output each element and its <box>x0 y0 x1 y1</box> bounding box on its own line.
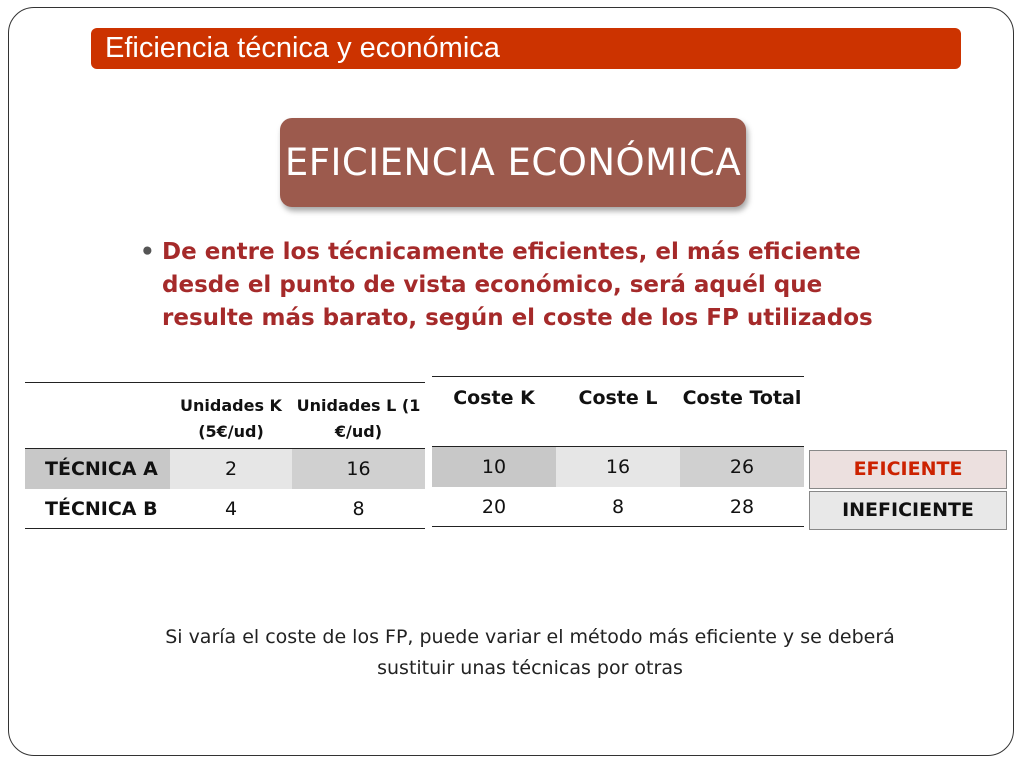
bullet-icon: • <box>140 239 155 265</box>
header-cell: Unidades L (1 €/ud) <box>296 396 421 441</box>
header-cell: Coste L <box>578 387 658 409</box>
table-cell: 16 <box>556 447 680 487</box>
table-cell: 28 <box>729 496 755 518</box>
row-label: TÉCNICA A <box>25 449 170 489</box>
table-row <box>25 489 425 529</box>
footnote: Si varía el coste de los FP, puede variar el método más eficiente y se deberá sustituir unas técnicas por otras <box>165 626 895 679</box>
efficient-badge: EFICIENTE <box>809 450 1007 489</box>
units-table-header <box>25 382 425 449</box>
table-row <box>432 447 804 487</box>
units-table <box>25 382 425 529</box>
table-row <box>432 487 804 527</box>
table-cell: 10 <box>432 447 556 487</box>
costs-table <box>432 376 804 527</box>
table-row <box>25 449 425 489</box>
row-label: TÉCNICA B <box>45 498 158 520</box>
table-cell: 8 <box>352 498 365 520</box>
table-cell: 26 <box>680 447 804 487</box>
header-cell: Coste K <box>453 387 535 409</box>
bullet-text: De entre los técnicamente eficientes, el más eficiente desde el punto de vista económico, será aquél que resulte más barato, según el coste de los FP utilizados <box>162 239 873 331</box>
slide-title: Eficiencia técnica y económica <box>91 28 961 69</box>
table-cell: 16 <box>292 449 425 489</box>
table-cell: 20 <box>481 496 507 518</box>
table-cell: 2 <box>170 449 292 489</box>
table-cell: 8 <box>611 496 625 518</box>
bullet-point <box>140 236 900 335</box>
inefficient-badge: INEFICIENTE <box>809 491 1007 530</box>
header-cell: Unidades K (5€/ud) <box>180 396 282 441</box>
costs-table-header <box>432 376 804 447</box>
section-heading: EFICIENCIA ECONÓMICA <box>280 118 746 207</box>
table-cell: 4 <box>224 498 238 520</box>
header-cell <box>25 383 170 448</box>
header-cell: Coste Total <box>682 387 802 409</box>
